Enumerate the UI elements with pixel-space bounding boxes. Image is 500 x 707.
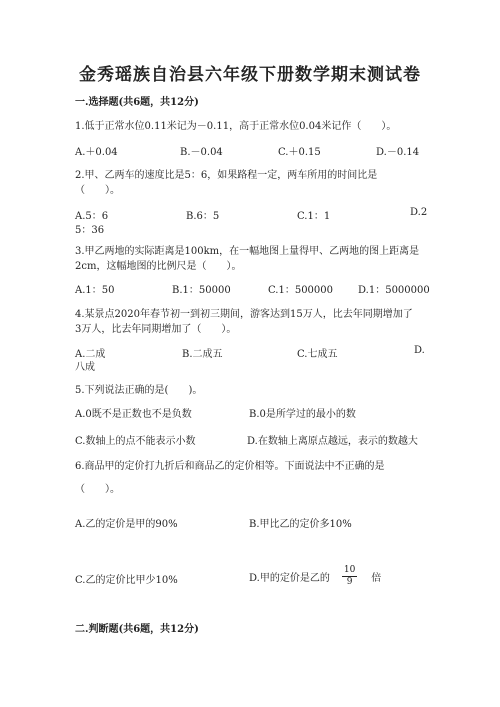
q5-option-c[interactable]: C.数轴上的点不能表示小数 (75, 436, 196, 447)
question-6-text-line1: 6.商品甲的定价打九折后和商品乙的定价相等。下面说法中不正确的是 (75, 461, 385, 472)
q6-option-d[interactable] (249, 565, 381, 588)
q2-option-b[interactable]: B.6：5 (186, 211, 220, 222)
q2-option-c[interactable]: C.1：1 (297, 211, 331, 222)
q4-option-b[interactable]: B.二成五 (182, 349, 223, 360)
q1-option-d[interactable]: D.－0.14 (376, 147, 420, 158)
section-heading-judgment: 二.判断题(共6题，共12分) (75, 624, 199, 635)
q2-option-d-continued: 5：36 (75, 225, 105, 236)
q4-option-a[interactable]: A.二成 (75, 349, 106, 360)
fraction-numerator: 10 (343, 565, 356, 575)
question-6-text-line2: （ ）。 (75, 484, 120, 495)
q3-option-d[interactable]: D.1：5000000 (358, 285, 430, 296)
q1-option-a[interactable]: A.＋0.04 (75, 147, 118, 158)
q5-option-b[interactable]: B.0是所学过的最小的数 (249, 409, 356, 420)
question-2-text-line2: （ ）。 (75, 185, 120, 196)
question-1-text: 1.低于正常水位0.11米记为－0.11，高于正常水位0.04米记作（ ）。 (75, 121, 397, 132)
q4-option-d[interactable]: D. (414, 345, 425, 356)
q6-option-a[interactable]: A.乙的定价是甲的90% (75, 519, 178, 530)
section-heading-choice: 一.选择题(共6题，共12分) (75, 97, 199, 108)
question-3-text-line1: 3.甲乙两地的实际距离是100km，在一幅地图上量得甲、乙两地的图上距离是 (75, 246, 420, 257)
fraction-ten-ninths (342, 565, 357, 588)
q2-option-d[interactable]: D.2 (410, 207, 428, 218)
q6-option-c[interactable]: C.乙的定价比甲少10% (75, 575, 178, 586)
q3-option-a[interactable]: A.1：50 (75, 285, 115, 296)
question-4-text-line2: 3万人，比去年同期增加了（ ）。 (75, 324, 237, 335)
question-3-text-line2: 2cm，这幅地图的比例尺是（ ）。 (75, 261, 242, 272)
q4-option-d-continued: 八成 (75, 362, 95, 373)
q1-option-b[interactable]: B.－0.04 (180, 147, 223, 158)
question-2-text-line1: 2.甲、乙两车的速度比是5：6，如果路程一定，两车所用的时间比是 (75, 170, 378, 181)
q3-option-b[interactable]: B.1：50000 (172, 285, 231, 296)
q6-option-d-text: D.甲的定价是乙的 (249, 573, 330, 584)
q3-option-c[interactable]: C.1：500000 (268, 285, 334, 296)
q4-option-c[interactable]: C.七成五 (297, 349, 338, 360)
q2-option-a[interactable]: A.5：6 (75, 211, 109, 222)
q5-option-a[interactable]: A.0既不是正数也不是负数 (75, 409, 192, 420)
q6-option-d-suffix: 倍 (371, 573, 382, 584)
page-title: 金秀瑶族自治县六年级下册数学期末测试卷 (79, 65, 421, 85)
q6-option-b[interactable]: B.甲比乙的定价多10% (249, 519, 352, 530)
question-4-text-line1: 4.某景点2020年春节初一到初三期间，游客达到15万人，比去年同期增加了 (75, 309, 413, 320)
fraction-denominator: 9 (346, 577, 353, 587)
question-5-text: 5.下列说法正确的是( )。 (75, 385, 203, 396)
q5-option-d[interactable]: D.在数轴上离原点越远，表示的数越大 (247, 436, 418, 447)
q1-option-c[interactable]: C.＋0.15 (278, 147, 321, 158)
